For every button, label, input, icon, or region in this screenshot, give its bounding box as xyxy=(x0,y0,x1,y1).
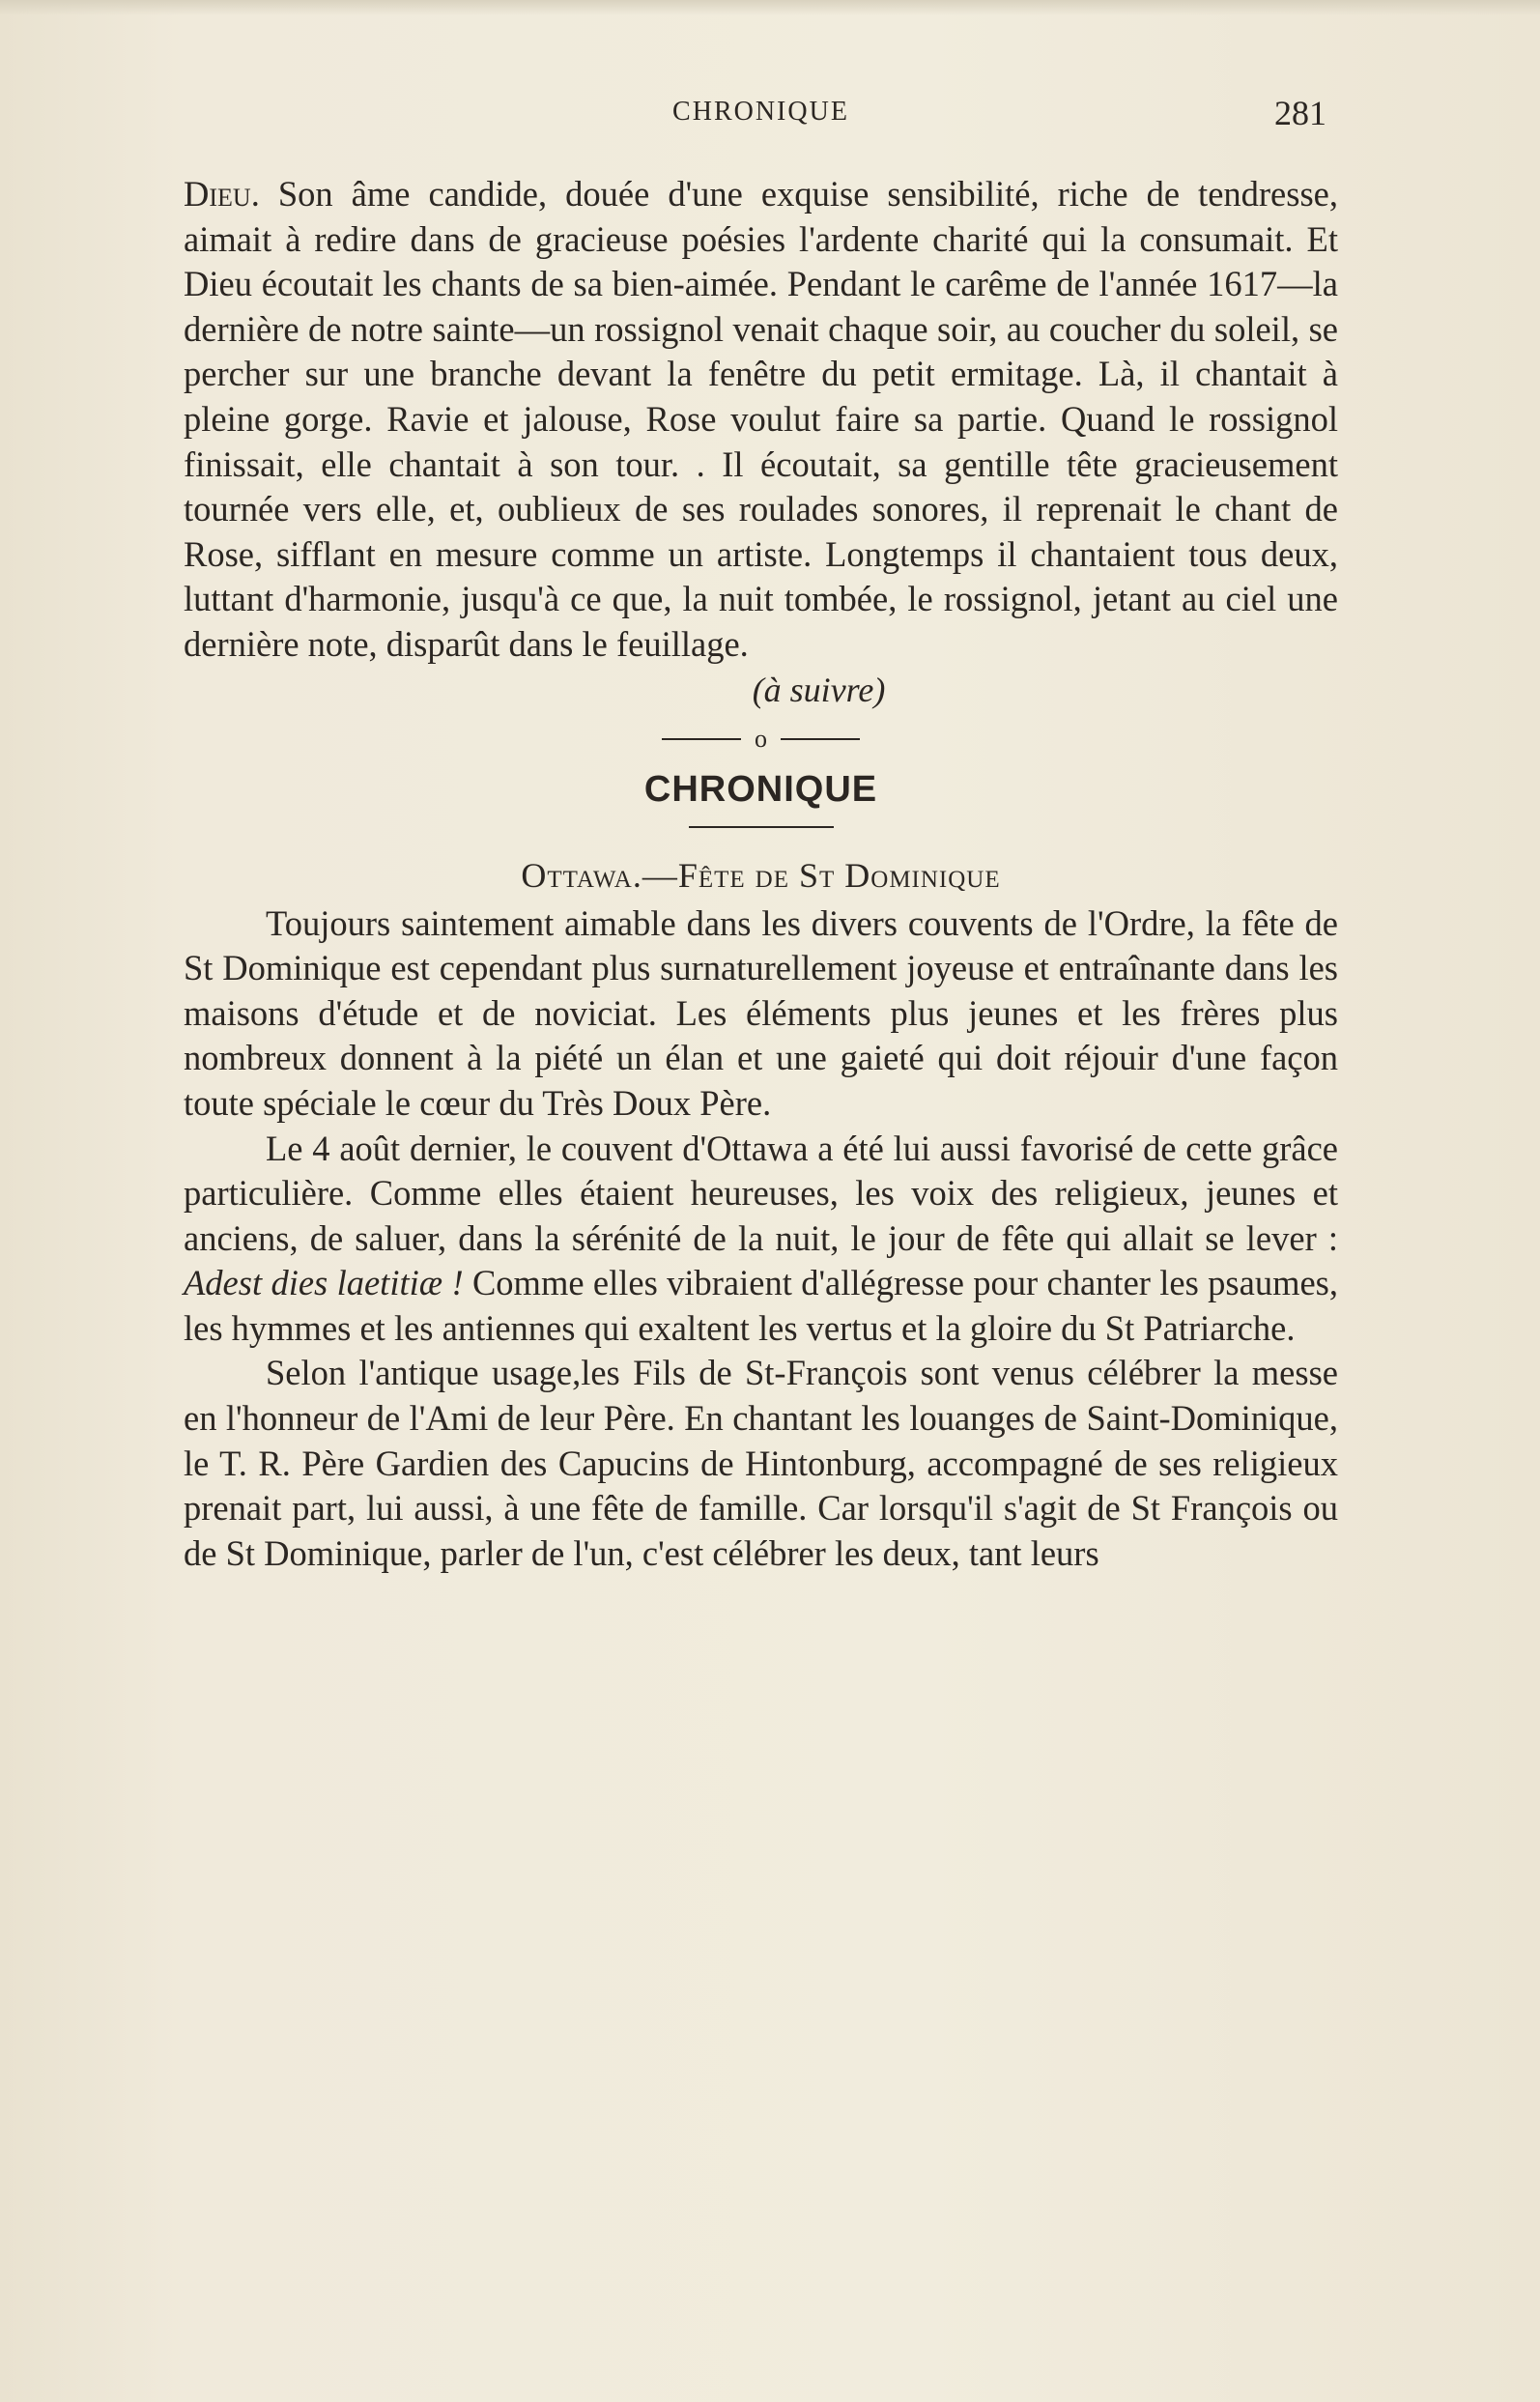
page-body xyxy=(184,172,1338,1576)
latin-quote: Adest dies laetitiæ ! xyxy=(184,1263,464,1303)
paragraph-text: Comme elles vibraient d'allégresse pour chanter les psaumes, les hymmes et les antiennes qui exaltent les vertus et la gloire du St Patriarche. xyxy=(184,1263,1339,1348)
title-underline xyxy=(689,826,834,828)
continued-paragraph xyxy=(184,172,1338,668)
page-header xyxy=(184,94,1338,145)
paragraph-with-latin xyxy=(184,1127,1338,1352)
section-subheading: Ottawa.—Fête de St Dominique xyxy=(521,855,1001,895)
divine-name: Dieu xyxy=(184,174,251,214)
continued-paragraph-text: . Son âme candide, douée d'une exquise sensibilité, riche de tendresse, aimait à redire dans de gracieuse poésies l'ardente charité qui la consumait. Et Dieu écoutait les chants de sa bien-aimée. Pendant le carême de l'année 1617—la dernière de notre sainte—un rossignol venait chaque soir, au coucher du soleil, se percher sur une branche devant la fenêtre du petit ermitage. Là, il chantait à pleine gorge. Ravie et jalouse, Rose voulut faire sa partie. Quand le rossignol finissait, elle chantait à son tour. . Il écoutait, sa gentille tête gracieusement tournée vers elle, et, oublieux de ses roulades sonores, il reprenait le chant de Rose, sifflant en mesure comme un artiste. Longtemps il chantaient tous deux, luttant d'harmonie, jusqu'à ce que, la nuit tombée, le rossignol, jetant au ciel une dernière note, disparût dans le feuillage. xyxy=(184,174,1338,664)
to-be-continued: (à suivre) xyxy=(752,670,886,709)
page-edge xyxy=(0,0,1540,15)
paragraph-text: Le 4 août dernier, le couvent d'Ottawa a été lui aussi favorisé de cette grâce particulière. Comme elles étaient heureuses, les voix des religieux, jeunes et anciens, de saluer, dans la sérénité de la nuit, le jour de fête qui allait se lever : xyxy=(184,1128,1338,1258)
ornament-circle: o xyxy=(755,724,767,753)
paragraph: Selon l'antique usage,les Fils de St-François sont venus célébrer la messe en l'honneur de l'Ami de leur Père. En chantant les louanges de Saint-Dominique, le T. R. Père Gardien des Capucins de Hintonburg, accompagné de ses religieux prenait part, lui aussi, à une fête de famille. Car lorsqu'il s'agit de St François ou de St Dominique, parler de l'un, c'est célébrer les deux, tant leurs xyxy=(184,1353,1338,1573)
section-title: CHRONIQUE xyxy=(643,768,878,810)
page-number: 281 xyxy=(1274,94,1326,132)
ornament-rule-right xyxy=(781,738,860,740)
running-head: CHRONIQUE xyxy=(672,97,849,127)
section-ornament xyxy=(184,718,1338,760)
paragraph: Toujours saintement aimable dans les divers couvents de l'Ordre, la fête de St Dominique est cependant plus surnaturellement joyeuse et entraînante dans les maisons d'étude et de noviciat. Les éléments plus jeunes et les frères plus nombreux donnent à la piété un élan et une gaieté qui doit réjouir d'une façon toute spéciale le cœur du Très Doux Père. xyxy=(184,902,1338,1123)
ornament-rule-left xyxy=(662,738,741,740)
